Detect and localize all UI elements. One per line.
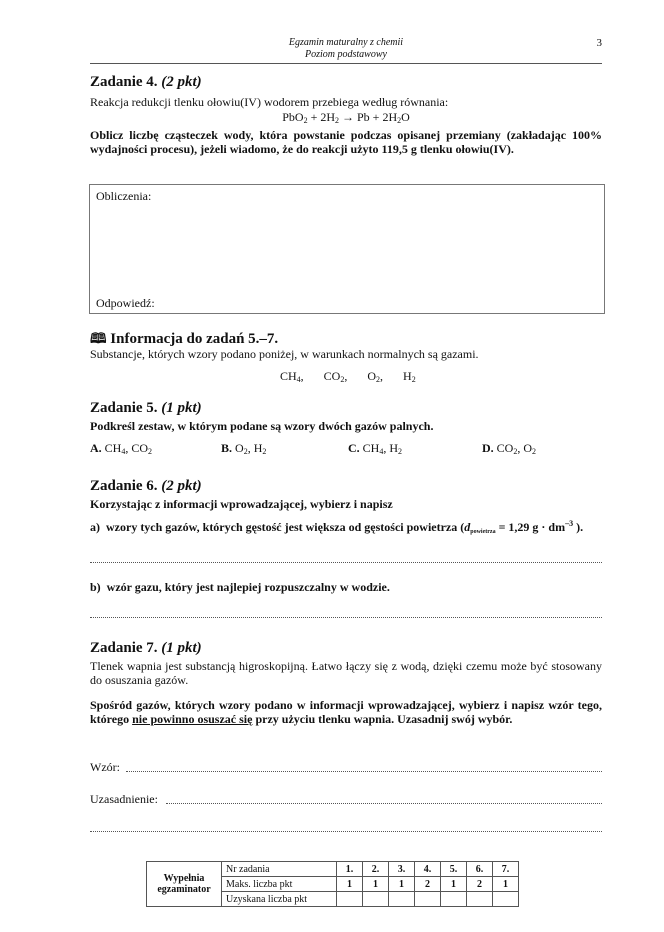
filler-label: Wypełnia egzaminator — [147, 862, 222, 907]
justification-label: Uzasadnienie: — [90, 792, 158, 806]
task7-justification-line-1[interactable] — [166, 803, 602, 804]
obtained-cell-2[interactable] — [363, 892, 389, 907]
task4-calculation-box[interactable] — [89, 184, 605, 314]
task4-intro: Reakcja redukcji tlenku ołowiu(IV) wodorem przebiega według równania: — [90, 95, 449, 109]
info-formulas — [280, 369, 416, 383]
book-icon: 🕮 — [90, 331, 107, 347]
obtained-cell-5[interactable] — [441, 892, 467, 907]
formula-label: Wzór: — [90, 760, 120, 774]
row-header-obtained-points: Uzyskana liczba pkt — [222, 892, 337, 907]
formula-co2: $CO_2$, — [323, 369, 348, 384]
task7-underlined-phrase: nie powinno osuszać się — [132, 712, 253, 726]
answer-label: Odpowiedź: — [96, 296, 155, 310]
task5-points: (1 pkt) — [161, 400, 202, 416]
task5-option-d[interactable]: D. $CO_2$, $O_2$ — [482, 441, 537, 456]
task6-title-label: Zadanie 6. — [90, 478, 158, 494]
task4-title-label: Zadanie 4. — [90, 74, 158, 90]
task5-title — [90, 400, 202, 417]
task7-intro: Tlenek wapnia jest substancją higroskopijną. Łatwo łączy się z wodą, dzięki czemu może być stosowany do osuszania gazów. — [90, 659, 602, 687]
header-exam-title: Egzamin maturalny z chemii — [288, 37, 404, 48]
formula-h2: $H_2$ — [403, 369, 416, 384]
task4-instruction: Oblicz liczbę cząsteczek wody, która powstanie podczas opisanej przemiany (zakładając 100% wydajności procesu), jeżeli wiadomo, że do reakcji użyto 119,5 g tlenku ołowiu(IV). — [90, 128, 602, 156]
task6-title — [90, 478, 202, 495]
task4-title — [90, 74, 202, 91]
header-divider — [90, 63, 602, 64]
obtained-cell-7[interactable] — [493, 892, 519, 907]
task7-title — [90, 640, 202, 657]
task6-answer-b-line[interactable] — [90, 617, 602, 618]
row-header-max-points: Maks. liczba pkt — [222, 877, 337, 892]
obtained-cell-1[interactable] — [337, 892, 363, 907]
task7-points: (1 pkt) — [161, 640, 202, 656]
task4-points: (2 pkt) — [161, 74, 202, 90]
task6-instruction: Korzystając z informacji wprowadzającej, wybierz i napisz — [90, 497, 393, 511]
calculations-label: Obliczenia: — [96, 189, 152, 203]
task5-option-b[interactable]: B. $O_2$, $H_2$ — [221, 441, 267, 456]
task4-equation: $PbO_2 + 2H_2 \to Pb + 2H_2O$ — [282, 110, 410, 125]
task5-option-a[interactable]: A. $CH_4$, $CO_2$ — [90, 441, 153, 456]
task7-title-label: Zadanie 7. — [90, 640, 158, 656]
task7-formula-line[interactable] — [126, 771, 602, 772]
task5-instruction: Podkreśl zestaw, w którym podane są wzory dwóch gazów palnych. — [90, 419, 434, 433]
score-table: Wypełnia egzaminator Nr zadania 1. 2. 3. 4. 5. 6. 7. Maks. liczba pkt 1 1 1 2 1 2 1 Uzyskana liczba pkt — [146, 861, 519, 907]
task5-option-c[interactable]: C. $CH_4$, $H_2$ — [348, 441, 403, 456]
page-header — [90, 37, 602, 61]
page-number: 3 — [596, 37, 602, 49]
task7-instruction: Spośród gazów, których wzory podano w informacji wprowadzającej, wybierz i napisz wzór tego, którego nie powinno osuszać się przy użyciu tlenku wapnia. Uzasadnij swój wybór. — [90, 698, 602, 726]
task6-answer-a-line[interactable] — [90, 562, 602, 563]
header-level: Poziom podstawowy — [305, 49, 387, 60]
info-text: Substancje, których wzory podano poniżej, w warunkach normalnych są gazami. — [90, 347, 479, 361]
formula-o2: $O_2$, — [367, 369, 384, 384]
obtained-cell-3[interactable] — [389, 892, 415, 907]
formula-ch4: $CH_4$, — [280, 369, 304, 384]
obtained-cell-4[interactable] — [415, 892, 441, 907]
obtained-cell-6[interactable] — [467, 892, 493, 907]
info-title-label: Informacja do zadań 5.–7. — [110, 331, 279, 347]
row-header-task-number: Nr zadania — [222, 862, 337, 877]
task6-part-a: a) wzory tych gazów, których gęstość jest większa od gęstości powietrza ($d_{powietrza} = 1,29$ $g \cdot dm^{-3}$ ). — [90, 519, 584, 535]
task5-title-label: Zadanie 5. — [90, 400, 158, 416]
task6-part-b: b) wzór gazu, który jest najlepiej rozpuszczalny w wodzie. — [90, 580, 390, 594]
task6-points: (2 pkt) — [161, 478, 202, 494]
task7-justification-line-2[interactable] — [90, 831, 602, 832]
